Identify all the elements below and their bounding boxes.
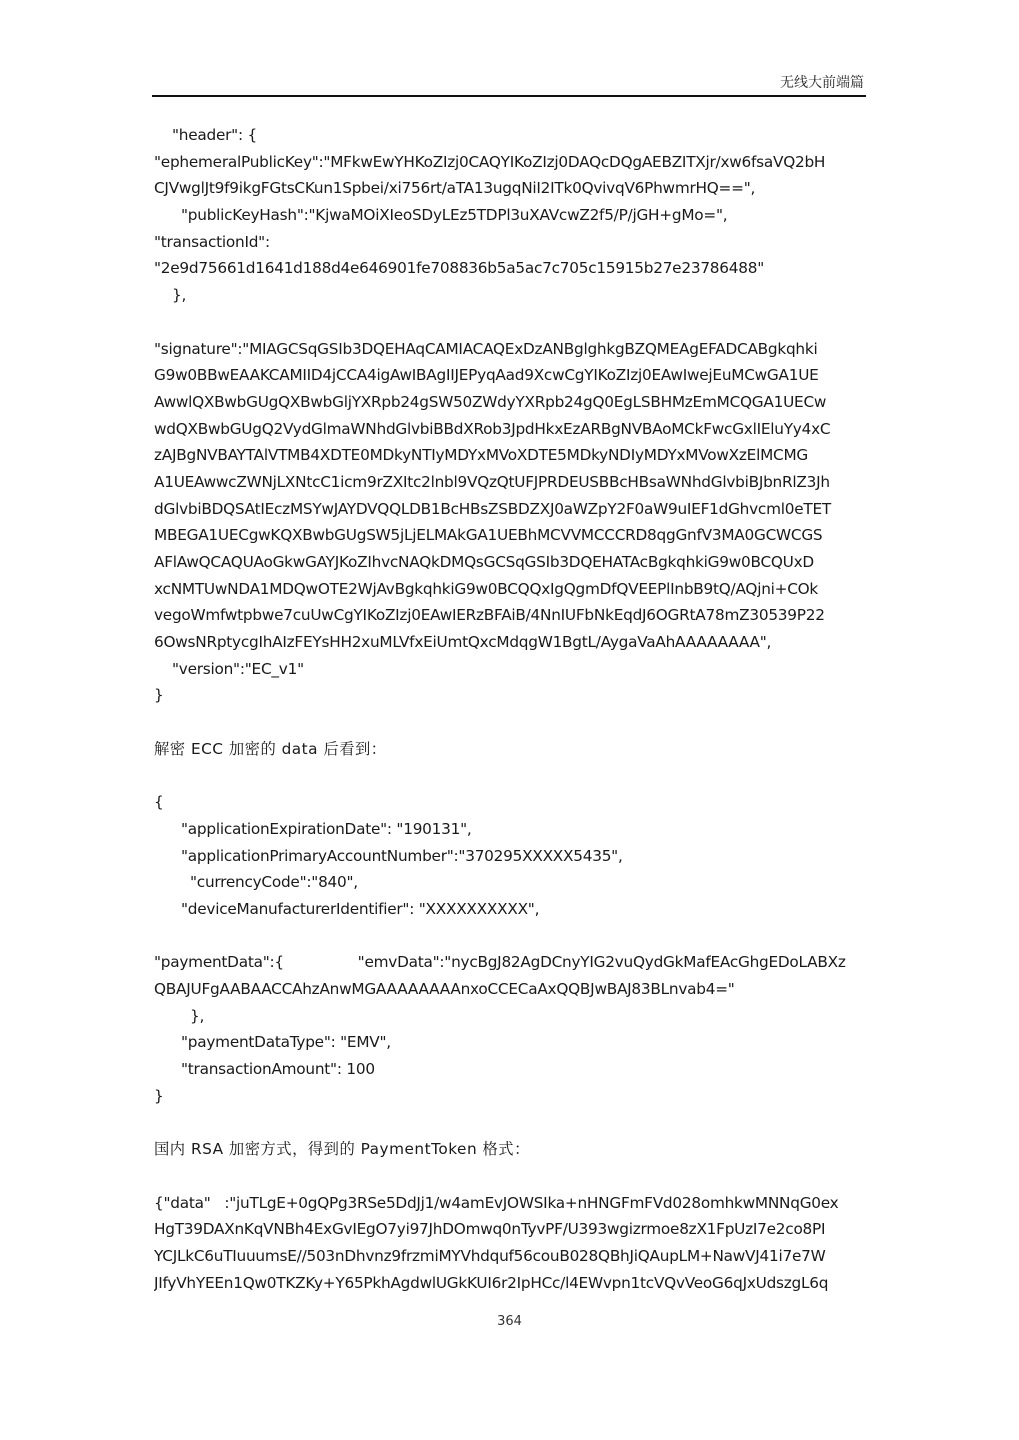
code-line: AFlAwQCAQUAoGkwGAYJKoZIhvcNAQkDMQsGCSqGSIb3DQEHATAcBgkqhkiG9w0BCQUxD (154, 553, 814, 571)
code-line: "signature":"MIAGCSqGSIb3DQEHAqCAMIACAQExDzANBglghkgBZQMEAgEFADCABgkqhki (154, 339, 818, 358)
code-line: wdQXBwbGUgQ2VydGlmaWNhdGlvbiBBdXRob3JpdHkxEzARBgNVBAoMCkFwcGxlIEluYy4xC (154, 419, 831, 438)
code-line: "paymentData":{ "emvData":"nycBgJ82AgDCnyYIG2vuQydGkMafEAcGhgEDoLABXz (154, 953, 846, 972)
code-line: A1UEAwwcZWNjLXNtcC1icm9rZXItc2lnbl9VQzQtUFJPRDEUSBBcHBsaWNhdGlvbiBJbnRlZ3Jh (154, 472, 830, 491)
blank-line (154, 1109, 870, 1136)
blank-line (154, 923, 870, 950)
code-line: "header": { (172, 126, 257, 144)
page-body (154, 122, 870, 1296)
code-line: }, (190, 1006, 205, 1025)
blank-line (154, 709, 870, 736)
code-line: dGlvbiBDQSAtIEczMSYwJAYDVQQLDB1BcHBsZSBDZXJ0aWZpY2F0aW9uIEF1dGhvcml0eTET (154, 499, 831, 518)
code-line: "transactionId": (154, 232, 270, 251)
code-line: "version":"EC_v1" (172, 659, 304, 678)
code-line: "deviceManufacturerIdentifier": "XXXXXXXXXX", (181, 899, 540, 918)
code-line: JIfyVhYEEn1Qw0TKZKy+Y65PkhAgdwlUGkKUI6r2IpHCc/l4EWvpn1tcVQvVeoG6qJxUdszgL6q (154, 1273, 829, 1292)
code-line: HgT39DAXnKqVNBh4ExGvIEgO7yi97JhDOmwq0nTyvPF/U393wgizrmoe8zX1FpUzI7e2co8PI (154, 1220, 826, 1239)
code-line: "transactionAmount": 100 (181, 1060, 375, 1079)
page-number: 364 (497, 1314, 522, 1329)
code-line: xcNMTUwNDA1MDQwOTE2WjAvBgkqhkiG9w0BCQQxIgQgmDfQVEEPlInbB9tQ/AQjni+COk (154, 579, 819, 598)
section-heading: 解密 ECC 加密的 data 后看到： (154, 739, 387, 758)
blank-line (154, 309, 870, 336)
code-line: { (154, 793, 164, 812)
code-line: "applicationPrimaryAccountNumber":"370295XXXXX5435", (181, 846, 623, 865)
code-line: 6OwsNRptycgIhAIzFEYsHH2xuMLVfxEiUmtQxcMdqgW1BgtL/AygaVaAhAAAAAAAA", (154, 633, 772, 652)
code-line: "applicationExpirationDate": "190131", (181, 819, 472, 838)
code-line: "2e9d75661d1641d188d4e646901fe708836b5a5ac7c705c15915b27e23786488" (154, 259, 764, 278)
code-line: "currencyCode":"840", (190, 873, 358, 892)
code-line: }, (172, 286, 187, 305)
header-rule (152, 95, 866, 97)
blank-line (154, 763, 870, 790)
code-line: CJVwglJt9f9ikgFGtsCKun1Spbei/xi756rt/aTA13ugqNiI2ITk0QvivqV6PhwmrHQ==", (154, 179, 756, 198)
code-line: AwwlQXBwbGUgQXBwbGljYXRpb24gSW50ZWdyYXRpb24gQ0EgLSBHMzEmMCQGA1UECw (154, 392, 827, 411)
section-heading: 国内 RSA 加密方式，得到的 PaymentToken 格式： (154, 1140, 530, 1159)
code-line: QBAJUFgAABAACCAhzAnwMGAAAAAAAAnxoCCECaAxQQBJwBAJ83BLnvab4=" (154, 980, 735, 998)
code-line: YCJLkC6uTIuuumsE//503nDhvnz9frzmiMYVhdquf56couB028QBhJiQAupLM+NawVJ41i7e7W (154, 1246, 826, 1265)
code-line: G9w0BBwEAAKCAMIID4jCCA4igAwIBAgIIJEPyqAad9XcwCgYIKoZIzj0EAwIwejEuMCwGA1UE (154, 366, 819, 385)
code-line: {"data" :"juTLgE+0gQPg3RSe5DdJj1/w4amEvJOWSIka+nHNGFmFVd028omhkwMNNqG0ex (154, 1193, 839, 1212)
code-line: } (154, 1086, 164, 1105)
code-line: "publicKeyHash":"KjwaMOiXIeoSDyLEz5TDPl3uXAVcwZ2f5/P/jGH+gMo=", (181, 206, 728, 225)
code-line: MBEGA1UECgwKQXBwbGUgSW5jLjELMAkGA1UEBhMCVVMCCCRD8qgGnfV3MA0GCWCGS (154, 526, 823, 545)
code-line: } (154, 686, 164, 705)
code-line: vegoWmfwtpbwe7cuUwCgYIKoZIzj0EAwIERzBFAiB/4NnIUFbNkEqdJ6OGRtA78mZ30539P22 (154, 606, 825, 625)
code-line: zAJBgNVBAYTAlVTMB4XDTE0MDkyNTIyMDYxMVoXDTE5MDkyNDIyMDYxMVowXzElMCMG (154, 446, 809, 465)
running-header-title: 无线大前端篇 (780, 75, 864, 91)
blank-line (154, 1163, 870, 1190)
code-line: "paymentDataType": "EMV", (181, 1033, 391, 1052)
code-line: "ephemeralPublicKey":"MFkwEwYHKoZIzj0CAQYIKoZIzj0DAQcDQgAEBZITXjr/xw6fsaVQ2bH (154, 152, 826, 171)
